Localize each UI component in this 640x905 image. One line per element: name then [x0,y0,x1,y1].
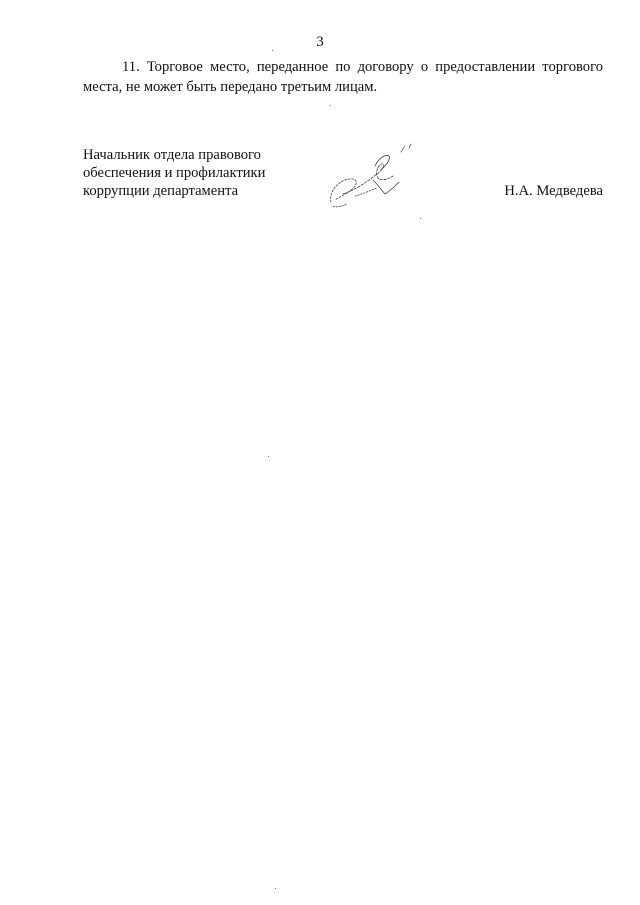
position-line-3: коррупции департамента [83,183,239,199]
handwritten-signature-icon [325,136,420,216]
scan-speck [420,218,421,219]
scan-speck [268,456,269,457]
signatory-name: Н.А. Медведева [504,183,603,199]
scan-speck [330,105,331,106]
scan-speck [272,50,273,51]
body-paragraph: 11. Торговое место, переданное по договору о предоставлении торгового места, не может быть передано третьим лицам. [83,59,603,95]
page-number: 3 [316,34,324,50]
scan-speck [275,888,276,889]
position-line-2: обеспечения и профилактики [83,165,266,181]
position-line-1: Начальник отдела правового [83,147,261,163]
signatory-position [83,146,265,200]
